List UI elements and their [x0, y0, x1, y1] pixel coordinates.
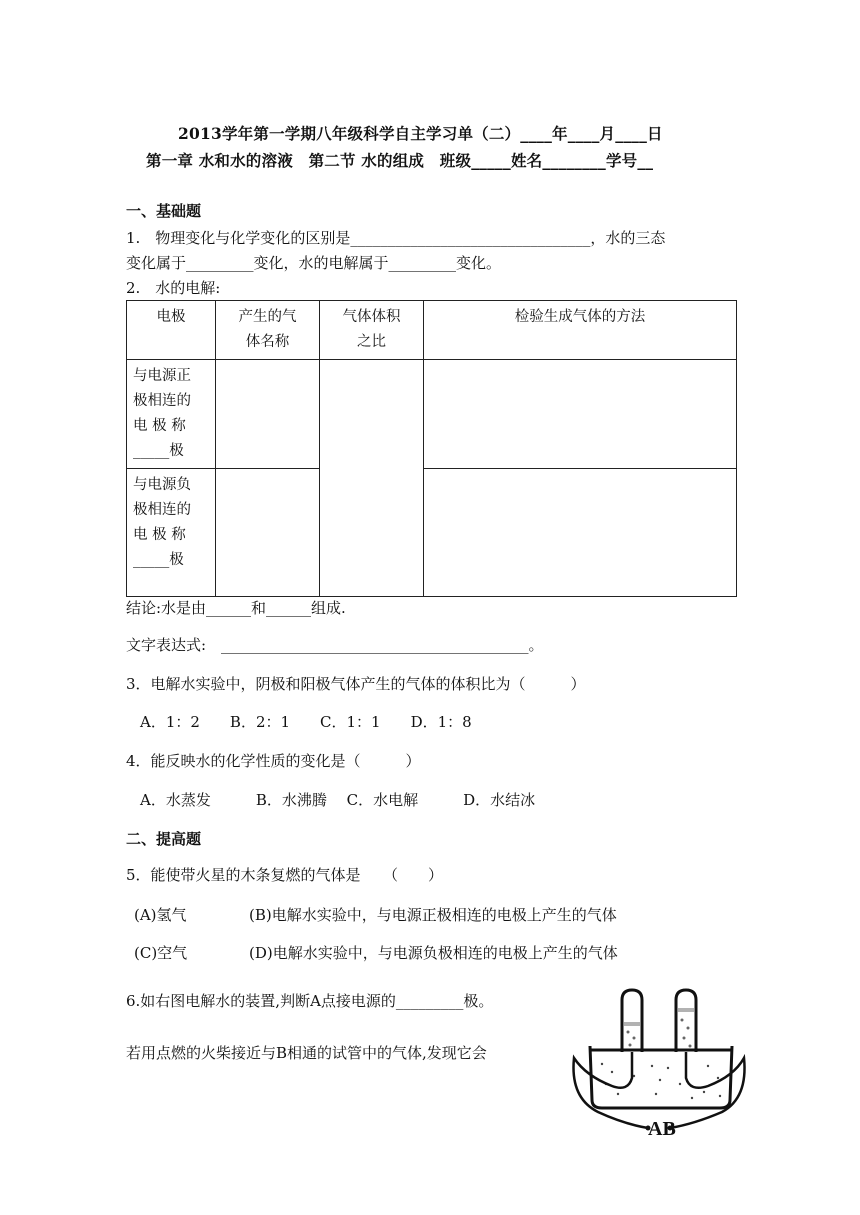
volume-ratio-cell[interactable]: [320, 360, 424, 597]
water-trough: [590, 1046, 732, 1108]
positive-test-method-cell[interactable]: [424, 360, 737, 469]
connecting-wires: [574, 1052, 745, 1128]
test-tube-left: [622, 990, 642, 1052]
electrolysis-apparatus-diagram: [568, 988, 752, 1138]
question5-option-c: (C)空气: [134, 944, 188, 962]
question5-option-a: (A)氢气: [134, 906, 187, 924]
terminal-label: AB: [648, 1118, 676, 1138]
negative-test-method-cell[interactable]: [424, 469, 737, 597]
electrolysis-table: [126, 300, 737, 597]
conclusion-line: 结论:水是由______和______组成.: [126, 599, 346, 617]
question5-option-d: (D)电解水实验中，与电源负极相连的电极上产生的气体: [249, 944, 618, 962]
worksheet-title-line2: 第一章 水和水的溶液 第二节 水的组成 班级_____姓名________学号__: [146, 151, 654, 170]
question6-line1: 6.如右图电解水的装置,判断A点接电源的_________极。: [126, 992, 494, 1010]
question1-line1: 1. 物理变化与化学变化的区别是________________________________，水的三态: [126, 229, 666, 247]
table-row: [127, 469, 737, 597]
table-header-row: [127, 301, 737, 360]
negative-gas-name-cell[interactable]: [216, 469, 320, 597]
table-header-electrode: 电极: [127, 301, 216, 360]
question6-line2: 若用点燃的火柴接近与B相通的试管中的气体,发现它会: [126, 1044, 487, 1062]
test-tube-right: [676, 990, 696, 1052]
table-header-gas-name: 产生的气 体名称: [216, 301, 320, 360]
table-row: [127, 360, 737, 469]
question3-text: 3．电解水实验中，阴极和阳极气体产生的气体的体积比为（ ）: [126, 675, 586, 693]
table-row-positive-label: 与电源正 极相连的 电 极 称 _____极: [127, 360, 216, 469]
question5-text: 5．能使带火星的木条复燃的气体是 （ ）: [126, 866, 444, 884]
question1-line2: 变化属于_________变化，水的电解属于_________变化。: [126, 254, 502, 272]
question4-options: A．水蒸发 B．水沸腾 C．水电解 D．水结冰: [140, 791, 536, 809]
question4-text: 4．能反映水的化学性质的变化是（ ）: [126, 752, 421, 770]
section1-heading: 一、基础题: [126, 202, 202, 220]
trough-water: [601, 1063, 721, 1099]
question2-label: 2. 水的电解:: [126, 279, 221, 297]
question3-options: A．1：2 B．2：1 C．1：1 D．1：8: [140, 713, 472, 731]
worksheet-title-line1: 2013学年第一学期八年级科学自主学习单（二）____年____月____日: [178, 124, 663, 143]
table-header-test-method: 检验生成气体的方法: [424, 301, 737, 360]
positive-gas-name-cell[interactable]: [216, 360, 320, 469]
tube-liquid: [624, 1008, 694, 1048]
table-header-volume-ratio: 气体体积 之比: [320, 301, 424, 360]
section2-heading: 二、提高题: [126, 830, 202, 848]
question5-option-b: (B)电解水实验中，与电源正极相连的电极上产生的气体: [249, 906, 617, 924]
word-equation-line: 文字表达式: _________________________________________。: [126, 636, 544, 654]
table-row-negative-label: 与电源负 极相连的 电 极 称 _____极: [127, 469, 216, 597]
